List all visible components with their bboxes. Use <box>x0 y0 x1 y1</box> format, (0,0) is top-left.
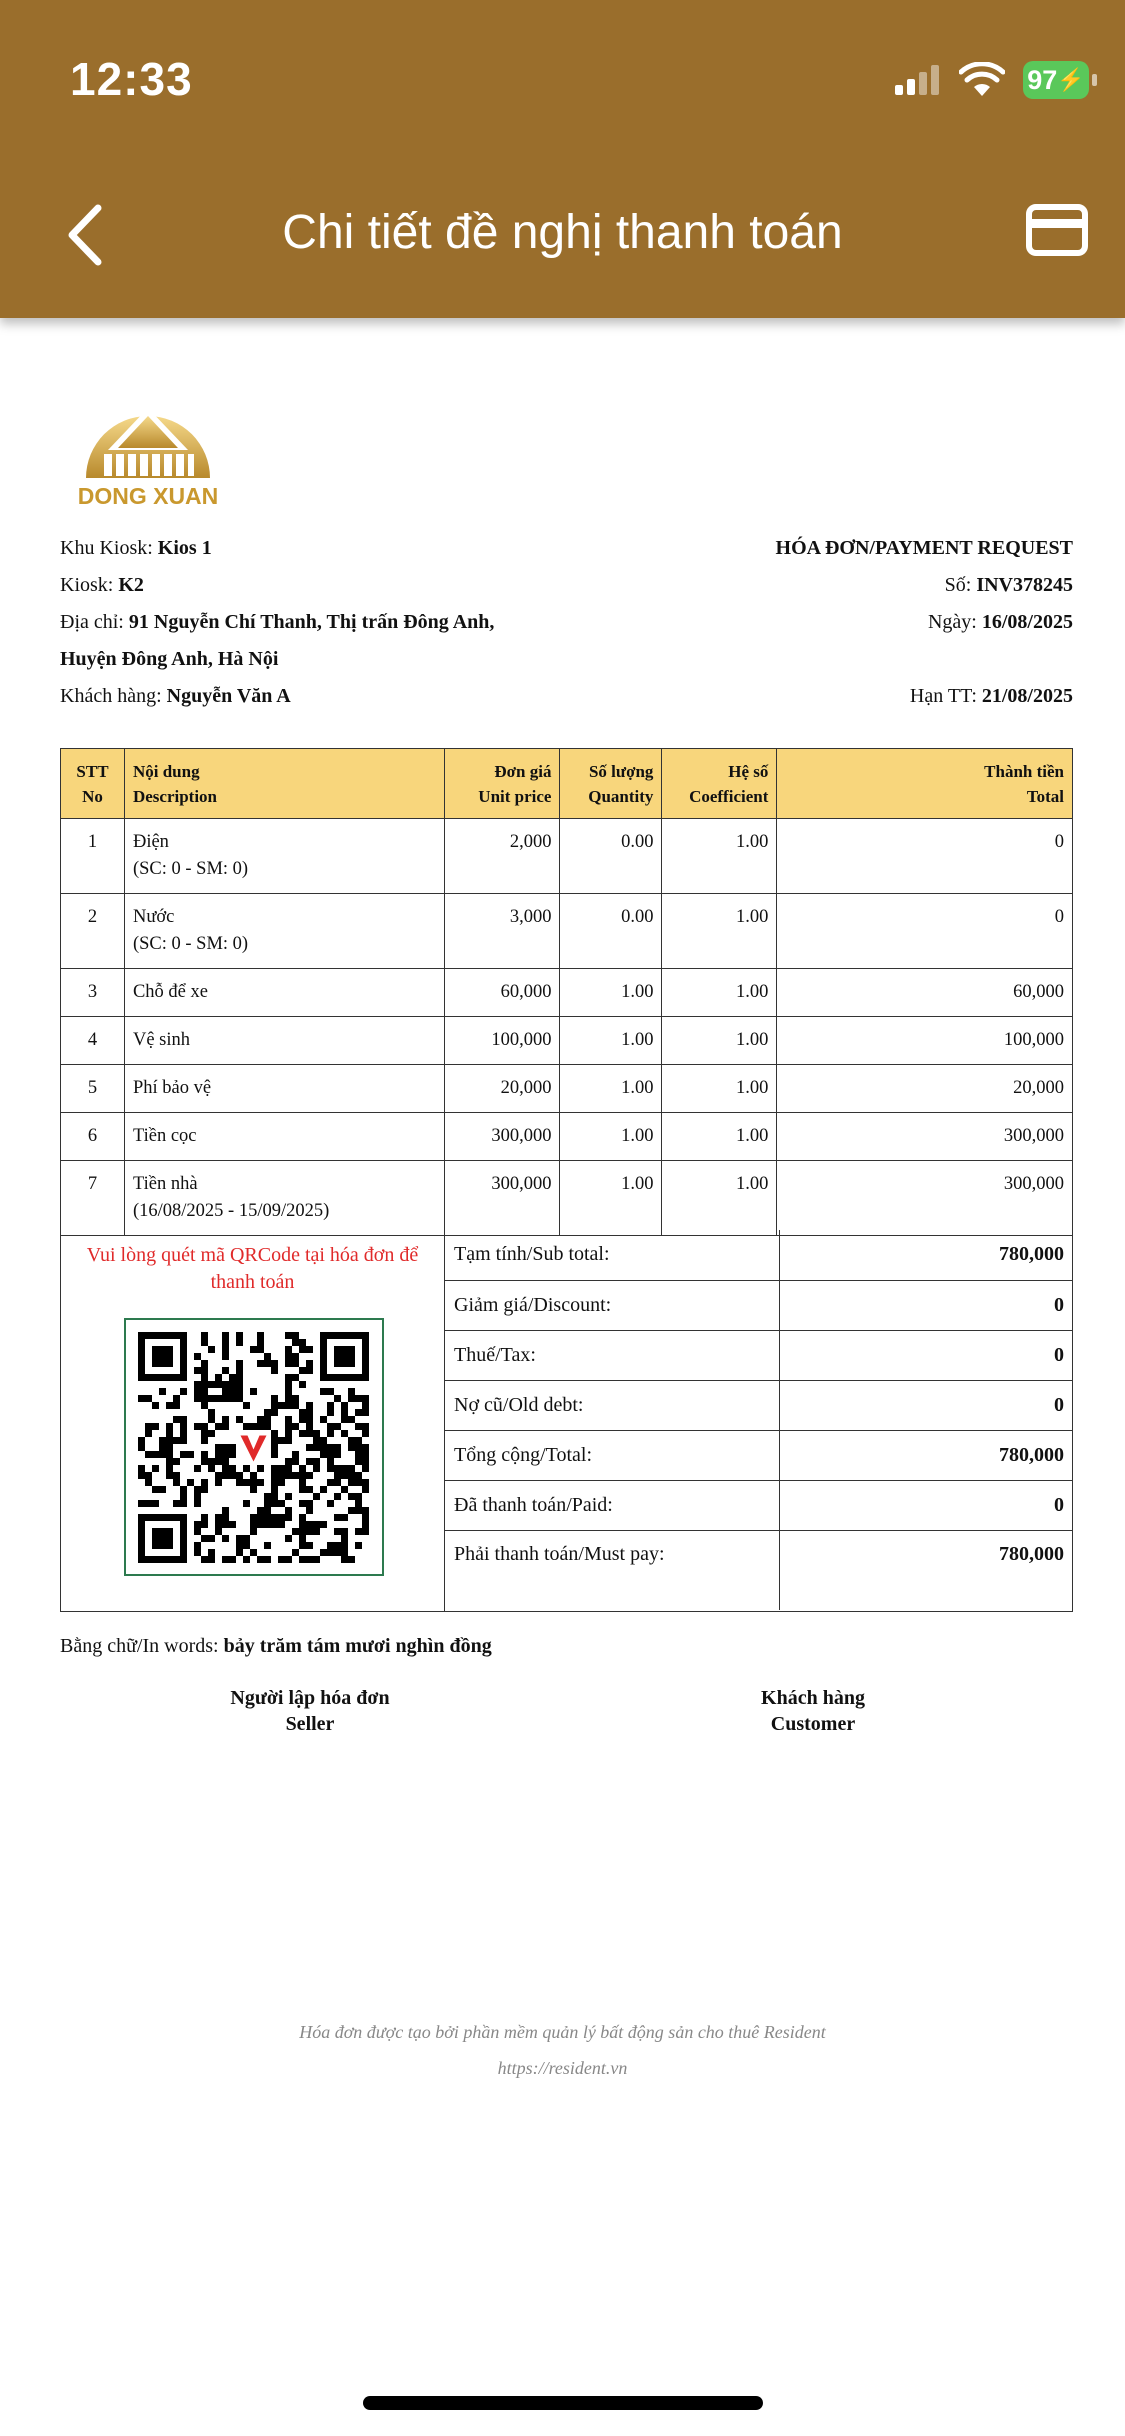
invoice-footer <box>0 2014 1125 2086</box>
amount-in-words: Bằng chữ/In words: bảy trăm tám mươi nghìn đồng <box>60 1635 492 1657</box>
summary-row-must-pay: Phải thanh toán/Must pay: 780,000 <box>445 1530 1073 1610</box>
invoice-date: 16/08/2025 <box>981 611 1073 633</box>
table-row: 5 Phí bảo vệ 20,000 1.00 1.00 20,000 <box>61 1065 1073 1113</box>
table-row: 7 Tiền nhà (16/08/2025 - 15/09/2025) 300,000 1.00 1.00 300,000 <box>61 1161 1073 1236</box>
status-icons <box>893 60 1089 100</box>
address: 91 Nguyễn Chí Thanh, Thị trấn Đông Anh, <box>128 611 495 633</box>
summary-row: Tạm tính/Sub total: 780,000 <box>445 1230 1073 1280</box>
due-date: 21/08/2025 <box>981 685 1073 707</box>
customer-name: Nguyễn Văn A <box>166 685 291 707</box>
table-row: 6 Tiền cọc 300,000 1.00 1.00 300,000 <box>61 1113 1073 1161</box>
logo-text: DONG XUAN <box>78 483 218 509</box>
table-row: 3 Chỗ để xe 60,000 1.00 1.00 60,000 <box>61 969 1073 1017</box>
app-header <box>0 0 1125 318</box>
home-indicator[interactable] <box>363 2396 763 2410</box>
invoice-items-table <box>60 748 1073 1236</box>
kiosk-code: K2 <box>118 574 144 596</box>
qr-note: Vui lòng quét mã QRCode tại hóa đơn để thanh toán <box>86 1244 419 1293</box>
table-header-row: STT No Nội dung Description Đơn giá Unit price Số lượng Quantity Hệ số Coefficient Thành tiền Total <box>61 749 1073 819</box>
cellular-signal-icon <box>893 63 941 97</box>
customer-signature: Khách hàng Customer <box>761 1687 865 1735</box>
dong-xuan-logo <box>78 378 218 513</box>
footer-credit: Hóa đơn được tạo bởi phần mềm quản lý bất động sản cho thuê Resident <box>299 2022 826 2042</box>
summary-row: Nợ cũ/Old debt: 0 <box>445 1380 1073 1430</box>
table-row: 4 Vệ sinh 100,000 1.00 1.00 100,000 <box>61 1017 1073 1065</box>
battery-icon: 97 ⚡ <box>1023 61 1089 99</box>
summary-area <box>60 1230 1073 1612</box>
qr-code-icon <box>126 1320 382 1574</box>
page-title: Chi tiết đề nghị thanh toán <box>282 206 843 259</box>
summary-row: Giảm giá/Discount: 0 <box>445 1280 1073 1330</box>
qr-column <box>61 1230 445 1611</box>
summary-row: Tổng cộng/Total: 780,000 <box>445 1430 1073 1480</box>
payment-qr-code[interactable] <box>124 1318 384 1576</box>
seller-info: Khu Kiosk: Kios 1 Kiosk: K2 Địa chỉ: 91 Nguyễn Chí Thanh, Thị trấn Đông Anh, Huyện Đông Anh, Hà Nội Khách hàng: Nguyễn Văn A <box>60 537 495 707</box>
table-row: 1 Điện (SC: 0 - SM: 0) 2,000 0.00 1.00 0 <box>61 819 1073 894</box>
seller-signature: Người lập hóa đơn Seller <box>230 1687 390 1735</box>
kiosk-area: Kios 1 <box>157 537 212 559</box>
table-row: 2 Nước (SC: 0 - SM: 0) 3,000 0.00 1.00 0 <box>61 894 1073 969</box>
status-time: 12:33 <box>70 53 193 105</box>
payment-card-icon[interactable] <box>1025 203 1089 259</box>
invoice-info: HÓA ĐƠN/PAYMENT REQUEST Số: INV378245 Ngày: 16/08/2025 Hạn TT: 21/08/2025 <box>775 537 1073 707</box>
battery-level: 97 <box>1027 64 1058 95</box>
wifi-icon <box>959 62 1005 98</box>
summary-row: Thuế/Tax: 0 <box>445 1330 1073 1380</box>
address-line2: Huyện Đông Anh, Hà Nội <box>60 648 279 670</box>
summary-row: Đã thanh toán/Paid: 0 <box>445 1480 1073 1530</box>
invoice-title: HÓA ĐƠN/PAYMENT REQUEST <box>775 537 1073 559</box>
footer-link[interactable]: https://resident.vn <box>497 2058 628 2078</box>
summary-table <box>445 1230 1073 1610</box>
invoice-number: INV378245 <box>976 574 1073 596</box>
